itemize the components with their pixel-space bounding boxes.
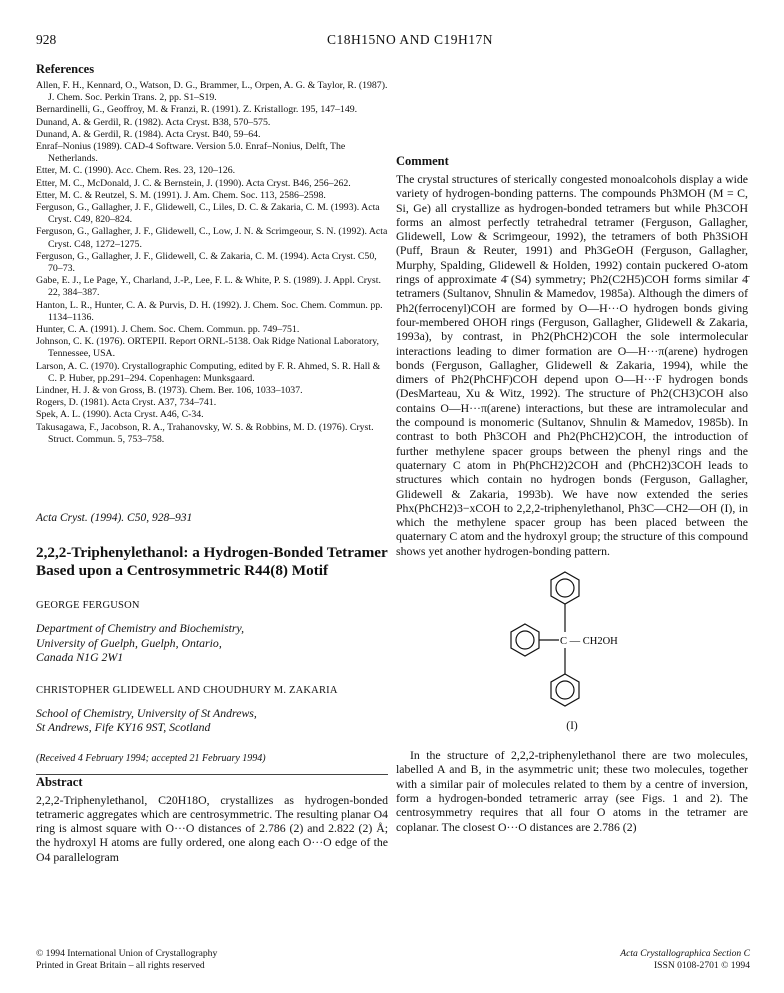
comment-paragraph-1: The crystal structures of sterically congested monoalcohols display a wide variety of hydrogen-bonding patterns. The compounds Ph3MOH (M = C, Si, Ge) all crystallize as hydrogen-bonded tetramers but while Ph3COH forms an almost perfectly tetrahedral tetramer (Ferguson, Gallagher, Glidewell, Low & Scrimgeour, 1992), the tetramers of both Ph3SiOH (Puff, Braun & Reuter, 1991) and Ph3GeOH (Ferguson, Gallagher, Murphy, Spalding, Glidewell & Holden, 1992) contain puckered O-atom rings of approximate 4̄ (S4) symmetry; Ph2(C2H5)COH forms similar 4̄ tetramers (Sultanov, Shnulin & Mamedov, 1985a). Although the dimers of Ph2(ferrocenyl)COH are formed by O—H···O hydrogen bonds giving four-membered OHOH rings (Ferguson, Gallagher, Glidewell & Zakaria, 1993a), by contrast, in Ph2(PhCH2)COH the sole intermolecular interactions leading to dimer formation are O—H···π(arene) hydrogen bonds (Ferguson, Gallagher, Glidewell & Zakaria, 1994), while the dimers of Ph2(PhCHF)COH depend upon O—H···F hydrogen bonds (DesMarteau, Xu & Witz, 1992). The structure of Ph2(CH3)COH also contains O—H···π(arene) interactions, but these are intramolecular and the compound is monomeric (Sultanov, Shnulin & Mamedov, 1985b). In contrast to both Ph3COH and Ph2(PhCH2)COH, the introduction of further methylene spacer groups between the phenyl rings and the quaternary C atom in Ph(PhCH2)2COH and (PhCH2)3COH leads to structures which contain no hydrogen bonds (Ferguson, Gallagher, Glidewell & Zakaria, 1993b). We have now extended the series Phx(PhCH2)3−xCOH to 2,2,2-triphenylethanol, Ph3C—CH2—OH (I), in which the methylene spacer group has been placed between the quaternary C atom and the hydroxyl group; the structure of this compound shows yet another hydrogen-bonding pattern.	[396, 172, 748, 558]
running-title: C18H15NO AND C19H17N	[326, 32, 493, 47]
reference-item: Rogers, D. (1981). Acta Cryst. A37, 734–741.	[36, 397, 217, 409]
reference-item: Etter, M. C. (1990). Acc. Chem. Res. 23, 120–126.	[36, 165, 236, 177]
issn: ISSN 0108-2701 © 1994	[653, 960, 750, 971]
abstract-continuation-space	[396, 62, 748, 154]
reference-item: Dunand, A. & Gerdil, R. (1984). Acta Cryst. B40, 59–64.	[36, 128, 261, 140]
structure-group-label: C — CH2OH	[560, 636, 618, 648]
received-dates: (Received 4 February 1994; accepted 21 February 1994)	[36, 752, 266, 764]
reference-item: Johnson, C. K. (1976). ORTEPII. Report ORNL-5138. Oak Ridge National Laboratory, Tennessee, USA.	[36, 336, 379, 360]
compound-label: (I)	[566, 720, 578, 733]
reference-item: Etter, M. C. & Reutzel, S. M. (1991). J. Am. Chem. Soc. 113, 2586–2598.	[36, 189, 326, 201]
left-column	[36, 62, 388, 864]
affiliation-line: Department of Chemistry and Biochemistry,	[36, 621, 245, 636]
chemical-structure-diagram	[487, 568, 657, 718]
comment-paragraph-2: In the structure of 2,2,2-triphenylethanol there are two molecules, labelled A and B, in the asymmetric unit; these two molecules, together with a similar pair of molecules related to them by a centre of inversion, form a hydrogen-bonded tetrameric array (see Figs. 1 and 2). The centrosymmetry requires that all four O atoms in the tetramer are coplanar. The closest O···O distances are 2.786 (2)	[396, 748, 748, 834]
footer-right	[540, 948, 750, 972]
references-heading: References	[36, 62, 95, 76]
reference-item: Gabe, E. J., Le Page, Y., Charland, J.-P., Lee, F. L. & White, P. S. (1989). J. Appl. Cryst. 22, 384–387.	[36, 275, 381, 299]
article-title: 2,2,2-Triphenylethanol: a Hydrogen-Bonded Tetramer Based upon a Centrosymmetric R44(8) Motif	[36, 544, 388, 580]
affiliation-2	[36, 706, 388, 735]
reference-item: Lindner, H. J. & von Gross, B. (1973). Chem. Ber. 106, 1033–1037.	[36, 385, 303, 397]
reference-item: Enraf–Nonius (1989). CAD-4 Software. Version 5.0. Enraf–Nonius, Delft, The Netherlands.	[36, 141, 346, 165]
reference-item: Ferguson, G., Gallagher, J. F., Glidewell, C., Liles, D. C. & Zakaria, C. M. (1993). Acta Cryst. C49, 820–824.	[36, 202, 380, 226]
reference-item: Ferguson, G., Gallagher, J. F., Glidewell, C., Low, J. N. & Scrimgeour, S. N. (1992). Acta Cryst. C48, 1272–1275.	[36, 226, 388, 250]
phenyl-ring-bottom	[551, 674, 579, 706]
affiliation-line: Canada N1G 2W1	[36, 650, 124, 665]
reference-item: Dunand, A. & Gerdil, R. (1982). Acta Cryst. B38, 570–575.	[36, 116, 271, 128]
reference-item: Larson, A. C. (1970). Crystallographic Computing, edited by F. R. Ahmed, S. R. Hall & C. P. Huber, pp.291–294. Copenhagen: Munksgaard.	[36, 360, 381, 384]
reference-item: Allen, F. H., Kennard, O., Watson, D. G., Brammer, L., Orpen, A. G. & Taylor, R. (1987). J. Chem. Soc. Perkin Trans. 2, pp. S1–S19.	[36, 80, 388, 104]
reference-item: Takusagawa, F., Jacobson, R. A., Trahanovsky, W. S. & Robbins, M. D. (1976). Cryst. Struct. Commun. 5, 753–758.	[36, 421, 374, 445]
reference-list	[36, 80, 388, 446]
abstract-heading: Abstract	[36, 774, 83, 789]
aromatic-circle	[516, 631, 534, 649]
phenyl-ring-top	[551, 572, 579, 604]
abstract-text: 2,2,2-Triphenylethanol, C20H18O, crystallizes as hydrogen-bonded tetrameric aggregates which are centrosymmetric. The resulting planar O4 ring is almost square with O···O distances of 2.786 (2) and 2.822 (2) Å; the hydroxyl H atoms are fully ordered, one along each O···O edge of the O4 parallelogram	[36, 792, 388, 864]
reference-item: Etter, M. C., McDonald, J. C. & Bernstein, J. (1990). Acta Cryst. B46, 256–262.	[36, 177, 351, 189]
phenyl-ring-left	[511, 624, 539, 656]
affiliation-line: University of Guelph, Guelph, Ontario,	[36, 635, 222, 650]
journal-citation: Acta Cryst. (1994). C50, 928–931	[36, 512, 193, 525]
author-2: CHRISTOPHER GLIDEWELL AND CHOUDHURY M. ZAKARIA	[36, 684, 338, 696]
comment-heading: Comment	[396, 154, 449, 168]
affiliation-1	[36, 621, 388, 665]
affiliation-line: School of Chemistry, University of St Andrews,	[36, 705, 257, 720]
journal-name: Acta Crystallographica Section C	[620, 948, 750, 959]
reference-item: Ferguson, G., Gallagher, J. F., Glidewell, C. & Zakaria, C. M. (1994). Acta Cryst. C50, 70–73.	[36, 250, 377, 275]
author-1: GEORGE FERGUSON	[36, 600, 140, 612]
printed-note: Printed in Great Britain – all rights reserved	[36, 960, 205, 971]
aromatic-circle	[556, 579, 574, 597]
reference-item: Bernardinelli, G., Geoffroy, M. & Franzi, R. (1991). Z. Kristallogr. 195, 147–149.	[36, 104, 358, 116]
right-column	[396, 62, 748, 834]
reference-item: Hanton, L. R., Hunter, C. A. & Purvis, D. H. (1992). J. Chem. Soc. Chem. Commun. pp. 1134–1136.	[36, 299, 383, 323]
footer-left	[36, 948, 217, 972]
reference-item: Hunter, C. A. (1991). J. Chem. Soc. Chem. Commun. pp. 749–751.	[36, 324, 300, 336]
affiliation-line: St Andrews, Fife KY16 9ST, Scotland	[36, 720, 211, 735]
page-number: 928	[36, 32, 57, 47]
reference-item: Spek, A. L. (1990). Acta Cryst. A46, C-34.	[36, 409, 204, 421]
aromatic-circle	[556, 681, 574, 699]
copyright: © 1994 International Union of Crystallography	[36, 948, 218, 959]
